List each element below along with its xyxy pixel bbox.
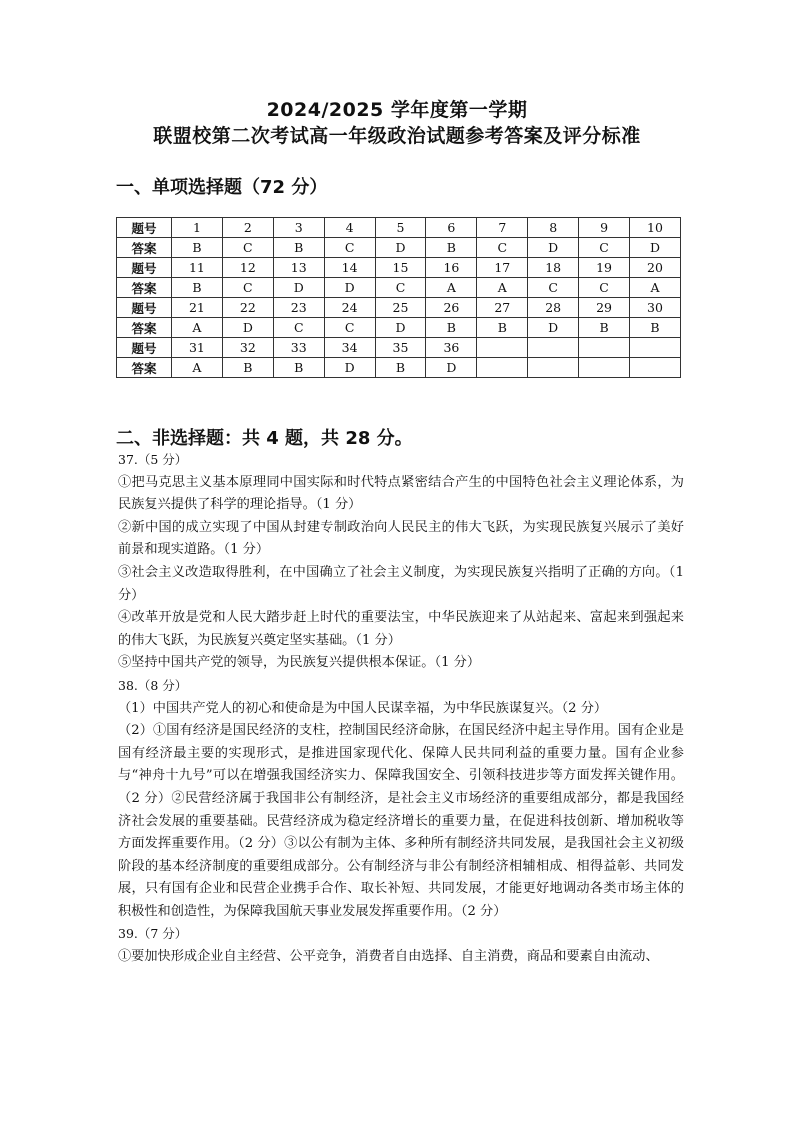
q38-part-1: （1）中国共产党人的初心和使命是为中国人民谋幸福，为中华民族谋复兴。（2 分） — [118, 700, 608, 716]
question-number-cell: 5 — [375, 218, 426, 238]
question-number-cell: 4 — [324, 218, 375, 238]
answer-cell: B — [273, 238, 324, 258]
question-number-cell: 21 — [172, 298, 223, 318]
answer-cell: C — [222, 238, 273, 258]
answer-cell — [579, 358, 630, 378]
table-row — [117, 318, 681, 338]
q37-point-5: ⑤坚持中国共产党的领导，为民族复兴提供根本保证。（1 分） — [118, 655, 481, 671]
question-number-cell: 10 — [630, 218, 681, 238]
question-number-cell: 35 — [375, 338, 426, 358]
question-number-cell: 9 — [579, 218, 630, 238]
question-number-cell: 17 — [477, 258, 528, 278]
document-title-line2: 联盟校第二次考试高一年级政治试题参考答案及评分标准 — [153, 125, 641, 147]
answer-cell: D — [375, 238, 426, 258]
q37-point-2: ②新中国的成立实现了中国从封建专制政治向人民民主的伟大飞跃，为实现民族复兴展示了美好前景和现实道路。（1 分） — [118, 519, 684, 558]
answer-cell: D — [222, 318, 273, 338]
question-number-cell: 2 — [222, 218, 273, 238]
answer-cell: A — [630, 278, 681, 298]
question-number-cell: 27 — [477, 298, 528, 318]
section1-heading: 一、单项选择题（72 分） — [116, 177, 328, 198]
question-number-cell: 3 — [273, 218, 324, 238]
question-number-cell: 26 — [426, 298, 477, 318]
answer-cell: B — [477, 318, 528, 338]
question-37-header: 37.（5 分） — [118, 452, 188, 467]
answer-cell: B — [579, 318, 630, 338]
question-number-cell: 32 — [222, 338, 273, 358]
question-number-cell: 7 — [477, 218, 528, 238]
answer-cell: D — [273, 278, 324, 298]
answer-cell: A — [426, 278, 477, 298]
table-row — [117, 258, 681, 278]
answer-cell: C — [579, 278, 630, 298]
q37-point-1: ①把马克思主义基本原理同中国实际和时代特点紧密结合产生的中国特色社会主义理论体系，为民族复兴提供了科学的理论指导。（1 分） — [118, 474, 684, 513]
q39-point-1: ①要加快形成企业自主经营、公平竞争，消费者自由选择、自主消费，商品和要素自由流动、 — [118, 949, 659, 965]
question-number-cell: 34 — [324, 338, 375, 358]
answer-cell: D — [528, 318, 579, 338]
answer-cell — [477, 358, 528, 378]
answer-cell: C — [477, 238, 528, 258]
question-number-row-label: 题号 — [117, 258, 172, 278]
question-number-cell: 13 — [273, 258, 324, 278]
answer-cell: A — [172, 318, 223, 338]
question-number-cell: 1 — [172, 218, 223, 238]
question-number-row-label: 题号 — [117, 218, 172, 238]
answer-cell: B — [630, 318, 681, 338]
answer-cell: C — [324, 318, 375, 338]
answer-cell — [630, 358, 681, 378]
question-number-cell: 23 — [273, 298, 324, 318]
answer-table — [116, 217, 681, 378]
answer-cell: D — [426, 358, 477, 378]
answer-cell: B — [222, 358, 273, 378]
question-number-cell: 31 — [172, 338, 223, 358]
answer-row-label: 答案 — [117, 358, 172, 378]
answer-cell: C — [375, 278, 426, 298]
question-number-cell: 18 — [528, 258, 579, 278]
question-number-cell: 33 — [273, 338, 324, 358]
question-number-cell — [630, 338, 681, 358]
question-number-cell: 15 — [375, 258, 426, 278]
answer-cell: C — [324, 238, 375, 258]
question-number-cell: 14 — [324, 258, 375, 278]
q37-point-3: ③社会主义改造取得胜利，在中国确立了社会主义制度，为实现民族复兴指明了正确的方向。（1 分） — [118, 564, 684, 603]
table-row — [117, 338, 681, 358]
table-row — [117, 298, 681, 318]
question-number-cell: 12 — [222, 258, 273, 278]
question-number-row-label: 题号 — [117, 338, 172, 358]
question-number-cell: 6 — [426, 218, 477, 238]
question-number-cell: 8 — [528, 218, 579, 238]
question-number-cell — [477, 338, 528, 358]
answer-cell: B — [273, 358, 324, 378]
q38-part-2: （2）①国有经济是国民经济的支柱，控制国民经济命脉，在国民经济中起主导作用。国有企业是国有经济最主要的实现形式，是推进国家现代化、保障人民共同利益的重要力量。国有企业参与“神舟十九号”可以在增强我国经济实力、保障我国安全、引领科技进步等方面发挥关键作用。（2 分）②民营经济属于我国非公有制经济，是社会主义市场经济的重要组成部分，都是我国经济社会发展的重要基础。民营经济成为稳定经济增长的重要力量，在促进科技创新、增加税收等方面发挥重要作用。（2 分）③以公有制为主体、多种所有制经济共同发展，是我国社会主义初级阶段的基本经济制度的重要组成部分。公有制经济与非公有制经济相辅相成、相得益彰、共同发展，只有国有企业和民营企业携手合作、取长补短、共同发展，才能更好地调动各类市场主体的积极性和创造性，为保障我国航天事业发展发挥重要作用。（2 分） — [118, 723, 684, 919]
question-number-cell: 16 — [426, 258, 477, 278]
question-number-cell: 19 — [579, 258, 630, 278]
section2-heading: 二、非选择题：共 4 题，共 28 分。 — [116, 428, 413, 449]
answer-cell: C — [273, 318, 324, 338]
question-number-cell: 30 — [630, 298, 681, 318]
answer-cell: D — [324, 358, 375, 378]
table-row — [117, 238, 681, 258]
table-row — [117, 358, 681, 378]
question-number-cell: 36 — [426, 338, 477, 358]
answer-cell: D — [630, 238, 681, 258]
answer-cell: A — [477, 278, 528, 298]
question-number-row-label: 题号 — [117, 298, 172, 318]
answer-cell: B — [426, 318, 477, 338]
answer-cell: C — [222, 278, 273, 298]
question-number-cell: 24 — [324, 298, 375, 318]
question-number-cell: 11 — [172, 258, 223, 278]
question-number-cell: 25 — [375, 298, 426, 318]
question-number-cell: 22 — [222, 298, 273, 318]
question-38-header: 38.（8 分） — [118, 677, 188, 693]
question-number-cell — [528, 338, 579, 358]
answer-cell: B — [426, 238, 477, 258]
answer-cell: D — [324, 278, 375, 298]
answer-cell: B — [172, 278, 223, 298]
document-title-line1: 2024/2025 学年度第一学期 — [266, 99, 528, 121]
question-number-cell: 29 — [579, 298, 630, 318]
answer-cell: D — [528, 238, 579, 258]
answer-body — [118, 449, 684, 969]
q37-point-4: ④改革开放是党和人民大踏步赶上时代的重要法宝，中华民族迎来了从站起来、富起来到强起来的伟大飞跃，为民族复兴奠定坚实基础。（1 分） — [118, 610, 684, 648]
answer-cell: D — [375, 318, 426, 338]
answer-cell: C — [528, 278, 579, 298]
answer-row-label: 答案 — [117, 318, 172, 338]
question-number-cell — [579, 338, 630, 358]
answer-cell: C — [579, 238, 630, 258]
table-row — [117, 218, 681, 238]
answer-cell: A — [172, 358, 223, 378]
answer-row-label: 答案 — [117, 278, 172, 298]
question-number-cell: 28 — [528, 298, 579, 318]
table-row — [117, 278, 681, 298]
question-39-header: 39.（7 分） — [118, 926, 188, 942]
answer-cell — [528, 358, 579, 378]
answer-cell: B — [172, 238, 223, 258]
question-number-cell: 20 — [630, 258, 681, 278]
answer-row-label: 答案 — [117, 238, 172, 258]
answer-cell: B — [375, 358, 426, 378]
